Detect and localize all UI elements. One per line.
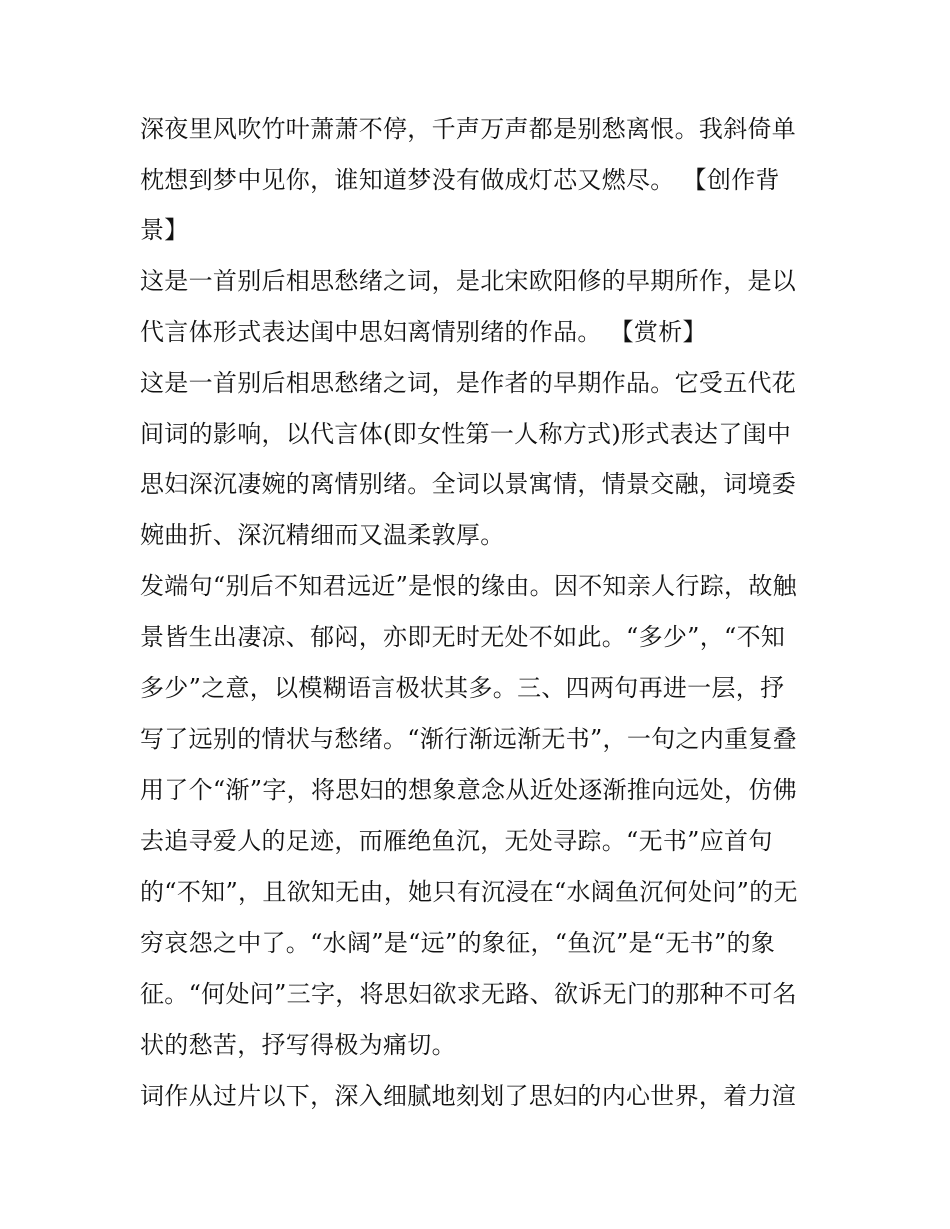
text-line: 深夜里风吹竹叶萧萧不停，千声万声都是别愁离恨。我斜倚单 [140,115,797,143]
text-line: 婉曲折、深沉精细而又温柔敦厚。 [140,521,505,549]
text-line: 这是一首别后相思愁绪之词，是作者的早期作品。它受五代花 [140,369,797,397]
text-line: 用了个“渐”字，将思妇的想象意念从近处逐渐推向远处，仿佛 [140,776,797,804]
text-line: 代言体形式表达闺中思妇离情别绪的作品。 【赏析】 [140,318,707,346]
text-line: 词作从过片以下，深入细腻地刻划了思妇的内心世界，着力渲 [140,1082,797,1110]
text-line: 枕想到梦中见你，谁知道梦没有做成灯芯又燃尽。 【创作背 [140,166,780,194]
text-line: 思妇深沉凄婉的离情别绪。全词以景寓情，情景交融，词境委 [140,470,797,498]
text-line: 发端句“别后不知君远近”是恨的缘由。因不知亲人行踪，故触 [140,572,797,600]
text-line: 这是一首别后相思愁绪之词，是北宋欧阳修的早期所作，是以 [140,267,797,295]
text-line: 景皆生出凄凉、郁闷，亦即无时无处不如此。“多少”，“不知 [140,623,786,651]
text-line: 景】 [140,216,189,244]
text-line: 状的愁苦，抒写得极为痛切。 [140,1031,456,1059]
text-line: 的“不知”，且欲知无由，她只有沉浸在“水阔鱼沉何处问”的无 [140,878,798,906]
text-line: 穷哀怨之中了。“水阔”是“远”的象征，“鱼沉”是“无书”的象 [140,929,776,957]
text-line: 征。“何处问”三字，将思妇欲求无路、欲诉无门的那种不可名 [140,980,797,1008]
text-line: 写了远别的情状与愁绪。“渐行渐远渐无书”，一句之内重复叠 [140,725,797,753]
text-line: 去追寻爱人的足迹，而雁绝鱼沉，无处寻踪。“无书”应首句 [140,827,773,855]
text-line: 间词的影响，以代言体(即女性第一人称方式)形式表达了闺中 [140,420,792,448]
text-line: 多少”之意，以模糊语言极状其多。三、四两句再进一层，抒 [140,674,785,702]
